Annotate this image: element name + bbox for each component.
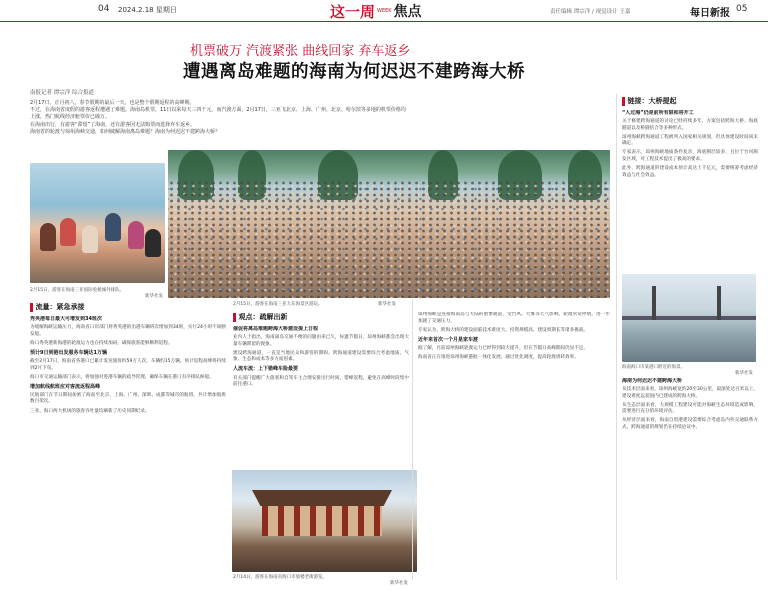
lead-paragraph: 不过，在海南省度假的游客返程遭遇了难题。海南岛机票，11日以来每天三四千元，而汽渡方面，2月17日，三亚飞北京、上海、广州、北京、哈尔滨等多地的机票价格均上涨，热门航线经济舱票价已破万。 <box>30 107 406 121</box>
photo-caption: 2月15日，游客在海南三亚国际免税城外排队。 <box>30 288 125 293</box>
section-title: 链接：大桥提起 <box>627 96 677 105</box>
subheading: 近年来首次一个月是家车渡 <box>418 336 479 343</box>
photo-beach-crowd <box>168 150 610 298</box>
paragraph: 专家认为，跨海大桥的建设面临技术难度大、投资规模高、建设周期长等诸多挑战。 <box>418 327 588 333</box>
page-number-right: 05 <box>736 4 748 14</box>
column-banner <box>330 0 422 22</box>
headline-subtitle: 机票破万 汽渡紧张 曲线回家 弃车返乡 <box>190 44 411 59</box>
lead-paragraph: 2月17日，正月初八，春节假期的最后一天，也是整个假期返程的高峰期。 <box>30 100 195 106</box>
paragraph: 从经济层面来看，海南自贸港建设需要综合考虑岛内外交通联系方式，跨海通道的规划仍在持续论证中。 <box>622 418 758 431</box>
photo-caption: 2月14日，游客在海南省海口市骑楼老街游览。 <box>233 575 328 580</box>
paragraph: 从生态层面来看，大规模工程建设可能对海峡生态环境造成影响，需要进行充分的环境评估。 <box>622 402 758 415</box>
section-header-left <box>30 302 85 312</box>
photo-credit: 新华社发 <box>145 294 163 299</box>
photo-credit: 新华社发 <box>735 371 753 376</box>
photo-shoppers <box>30 163 165 283</box>
lead-paragraphs <box>30 100 408 136</box>
paragraph: 琼州海峡跨海通道工程被列入国家相关规划，但具体建设时间尚未确定。 <box>622 134 758 147</box>
section-title: 流量：紧急承接 <box>35 302 85 311</box>
column-name: 这一周 <box>330 2 376 21</box>
paragraph: 专家表示，琼州海峡地质条件复杂，海底断层较多，且位于台风频发区域，对工程技术提出了极高的要求。 <box>622 150 758 163</box>
lead-paragraph: 海南省的轮渡与琼州海峡交通，如何破解海南离岛难题？海南为何迟迟不建跨海大桥？ <box>30 128 221 135</box>
page-header <box>0 0 768 22</box>
paragraph: 海口市交通运输部门表示，将加强对进港车辆的疏导管理，确保车辆在港口有序排队候船。 <box>30 374 214 380</box>
paragraph: 海口秀英港新海港的轮渡运力也在持续加码，确保旅客能够顺利返程。 <box>30 340 173 346</box>
paragraph: 此外，跨海通道的建设成本预计高达上千亿元，需要统筹考虑经济效益与社会效益。 <box>622 166 758 178</box>
article-column-left <box>30 316 226 584</box>
byline: 南报记者 谭宗洋 综合报道 <box>30 90 94 96</box>
paragraph: 民航部门在节日期间加密了海南至北京、上海、广州、深圳、成都等城市的航班，共计增加航班数百架次。 <box>30 392 226 405</box>
photo-arcade-street <box>232 470 417 572</box>
photo-harbor <box>622 274 756 362</box>
headline-title: 遭遇离岛难题的海南为何迟迟不建跨海大桥 <box>183 62 525 82</box>
photo-credit: 新华社发 <box>390 581 408 586</box>
paragraph: 有关部门提醒广大旅客和自驾车主合理安排出行时间，错峰返程，避免在高峰时段集中前往港口。 <box>233 375 409 388</box>
section-title: 观点：疏解出新 <box>238 312 288 321</box>
paragraph: 从技术层面来看，琼州海峡宽约20至30公里，最深处达百米以上，建设难度远超国内已建成的跨海大桥。 <box>622 387 758 399</box>
paragraph: 琼州海峡是连接海南岛与大陆的重要通道，受台风、大雾等天气影响，轮渡常常停航，进一步加剧了交通压力。 <box>418 312 610 324</box>
paragraph: 截至2月17日，海南省各港口已累计发送旅客约59万人次，车辆约15万辆。预计返程高峰将持续到2月下旬。 <box>30 358 226 371</box>
section-header-middle <box>233 312 288 322</box>
lead-paragraph: 在海南出行，有游客“滞留”了海南，还有游客因无法购票而选择弃车返乡。 <box>30 121 196 128</box>
subheading: 人流车流：上下错峰车险最要 <box>233 366 299 373</box>
paragraph: 据了解，目前琼州海峡轮渡运力已经得到较大提升，但在节假日高峰期间仍显不足。 <box>418 345 588 351</box>
sidebar-column-top <box>622 110 758 270</box>
subheading: 预计9日到港出发服务车辆达1万辆 <box>30 349 107 356</box>
paragraph: 海南省正在推进琼州海峡港航一体化发展，通过优化调度，提高轮渡周转效率。 <box>418 354 579 360</box>
photo-credit: 新华社发 <box>378 302 396 307</box>
issue-date: 2024.2.18 星期日 <box>118 6 177 14</box>
column-section: 焦点 <box>393 4 422 20</box>
article-column-middle <box>233 326 409 466</box>
editor-credits: 责任编辑 谭宗洋 / 视觉设计 王嘉 <box>550 9 631 15</box>
subheading: 催促将离岛难题跨海大桥建设提上日程 <box>233 326 319 332</box>
paper-name: 每日新报 <box>690 8 730 19</box>
subheading: 秀英港每日最大可增发到34班次 <box>30 316 102 322</box>
photo-caption: 海南海口市某港口附近的海景。 <box>622 365 685 370</box>
subheading: 增加航线航班应对客流返程高峰 <box>30 383 101 390</box>
paragraph: 三亚、海口两大机场的旅客吞吐量均刷新了历史同期纪录。 <box>30 408 150 414</box>
column-divider <box>412 300 413 580</box>
sidebar-column-bottom <box>622 378 758 582</box>
article-column-center-right <box>418 312 610 582</box>
photo-caption: 2月15日，游客在海南三亚大东海景区游玩。 <box>233 302 323 307</box>
subheading: “人过海”仍是前所有限和将开工 <box>622 110 694 116</box>
paragraph: 关于修建跨海通道的讨论已经持续多年，方案包括跨海大桥、海底隧道以及桥隧结合等多种形式。 <box>622 119 758 131</box>
column-week: WEEK <box>377 8 392 14</box>
page-number-left: 04 <box>98 4 110 14</box>
paragraph: 建设跨海通道，一直是当地民众和游客的期盼。跨海通道建设需要综合考虑地质、气象、生态和成本等多方面因素。 <box>233 350 409 363</box>
subheading: 海南为何迟迟不建跨海大桥 <box>622 378 683 384</box>
paragraph: 为缓解海峡运输压力，海南省口岸部门将秀英港的出港车辆班次增加到34班，实行24小时不间断发船。 <box>30 325 226 337</box>
paragraph: 业内人士指出，海南离岛交通不便的问题由来已久，每逢节假日，琼州海峡都会出现大量车辆滞留的现象。 <box>233 335 409 347</box>
